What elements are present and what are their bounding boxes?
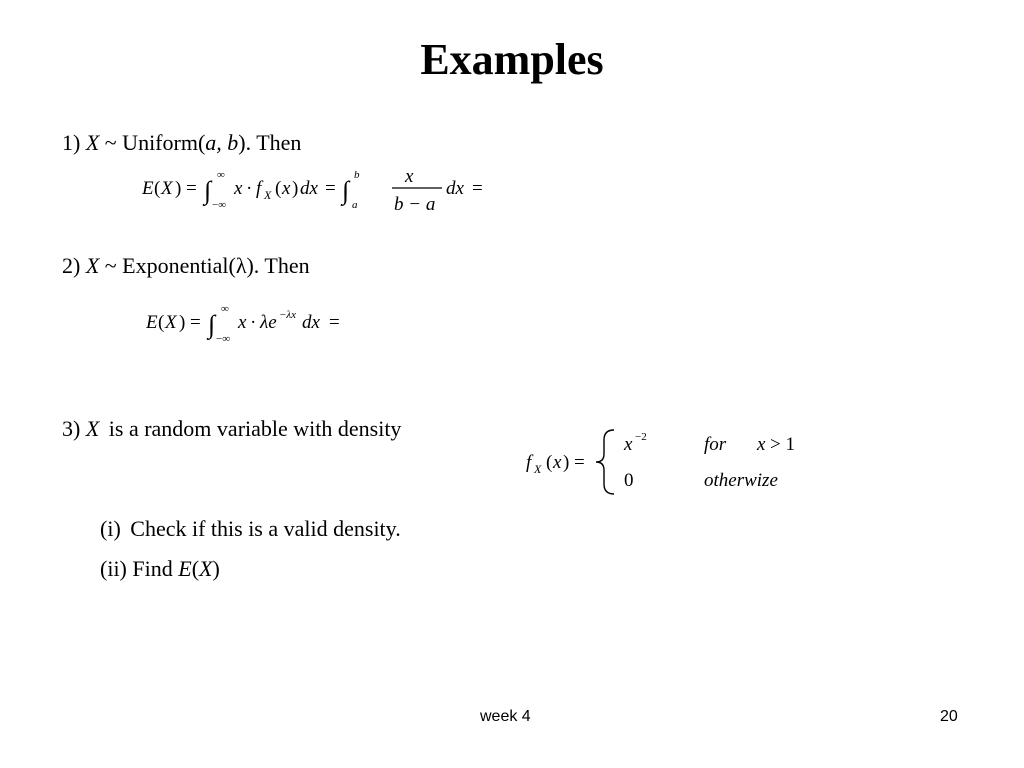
svg-text:=: = [325,178,336,199]
equation-exponential-expectation [146,302,366,346]
svg-text:x: x [624,434,633,455]
svg-text:dx: dx [300,178,318,199]
example-3-text: is a random variable with density [108,416,402,441]
svg-text:x: x [282,178,291,199]
svg-text:x: x [234,178,243,199]
svg-text:x: x [405,166,414,187]
svg-text:(: ( [275,178,282,199]
svg-text:=: = [472,178,483,199]
svg-text:∫: ∫ [342,176,350,205]
svg-text:∫: ∫ [204,176,212,205]
paren-close: ) [212,556,220,581]
svg-text:=: = [574,452,585,473]
svg-text:=: = [190,312,201,333]
svg-text:=: = [329,312,340,333]
svg-text:f: f [256,178,262,199]
svg-text:·: · [250,312,257,333]
distribution-prefix: ~ Uniform( [104,130,206,155]
svg-text:−2: −2 [635,431,647,443]
example-number: 1) [62,130,81,155]
distribution-text: ~ Exponential(λ). Then [104,253,310,278]
slide-title: Examples [420,35,604,84]
svg-text:E: E [142,178,154,199]
svg-text:f: f [526,452,532,473]
svg-text:otherwize: otherwize [704,470,778,491]
svg-text:): ) [563,452,570,473]
svg-text:(: ( [158,312,165,333]
svg-text:∫: ∫ [208,310,216,339]
random-variable: X [85,416,100,441]
svg-text:−λx: −λx [279,309,297,321]
svg-text:λe: λe [260,312,277,333]
svg-text:dx: dx [302,312,320,333]
equation-uniform-expectation [142,166,502,220]
svg-text:x: x [553,452,562,473]
svg-text:): ) [292,178,299,199]
svg-text:b: b [354,169,360,181]
svg-text:x: x [757,434,766,455]
svg-text:E: E [146,312,158,333]
svg-text:∞: ∞ [221,303,229,315]
question-i [100,516,401,542]
example-2-statement [62,253,310,279]
param-a: a, [205,130,222,155]
svg-text:b − a: b − a [394,194,436,215]
page-number: 20 [940,708,958,725]
svg-text:X: X [264,188,272,202]
example-3-statement [62,416,401,442]
question-text: Check if this is a valid density. [130,516,401,541]
svg-text:·: · [246,178,253,199]
example-1-statement [62,130,301,156]
svg-text:x: x [238,312,247,333]
random-variable: X [85,253,100,278]
svg-text:dx: dx [446,178,464,199]
svg-text:X: X [165,312,177,333]
svg-text:∞: ∞ [217,169,225,181]
svg-text:X: X [534,462,542,476]
svg-text:(: ( [546,452,553,473]
example-number: 3) [62,416,81,441]
svg-text:−∞: −∞ [216,333,231,345]
svg-text:): ) [175,178,182,199]
distribution-suffix: ). Then [238,130,302,155]
svg-text:for: for [704,434,727,455]
random-variable: X [85,130,100,155]
svg-text:−∞: −∞ [212,199,227,211]
svg-text:(: ( [154,178,161,199]
svg-text:> 1: > 1 [770,434,795,455]
paren-open: ( [191,556,200,581]
param-b: b [227,130,239,155]
equation-density-definition [524,424,814,500]
question-label: (ii) Find [100,556,173,581]
svg-text:): ) [179,312,186,333]
example-number: 2) [62,253,81,278]
svg-text:a: a [352,199,358,211]
question-ii [100,556,220,582]
expectation-symbol: E [178,556,192,581]
question-label: (i) [100,516,121,541]
footer-week: week 4 [480,708,531,725]
svg-text:=: = [186,178,197,199]
random-variable: X [199,556,213,581]
svg-text:X: X [161,178,173,199]
svg-text:0: 0 [624,470,634,491]
